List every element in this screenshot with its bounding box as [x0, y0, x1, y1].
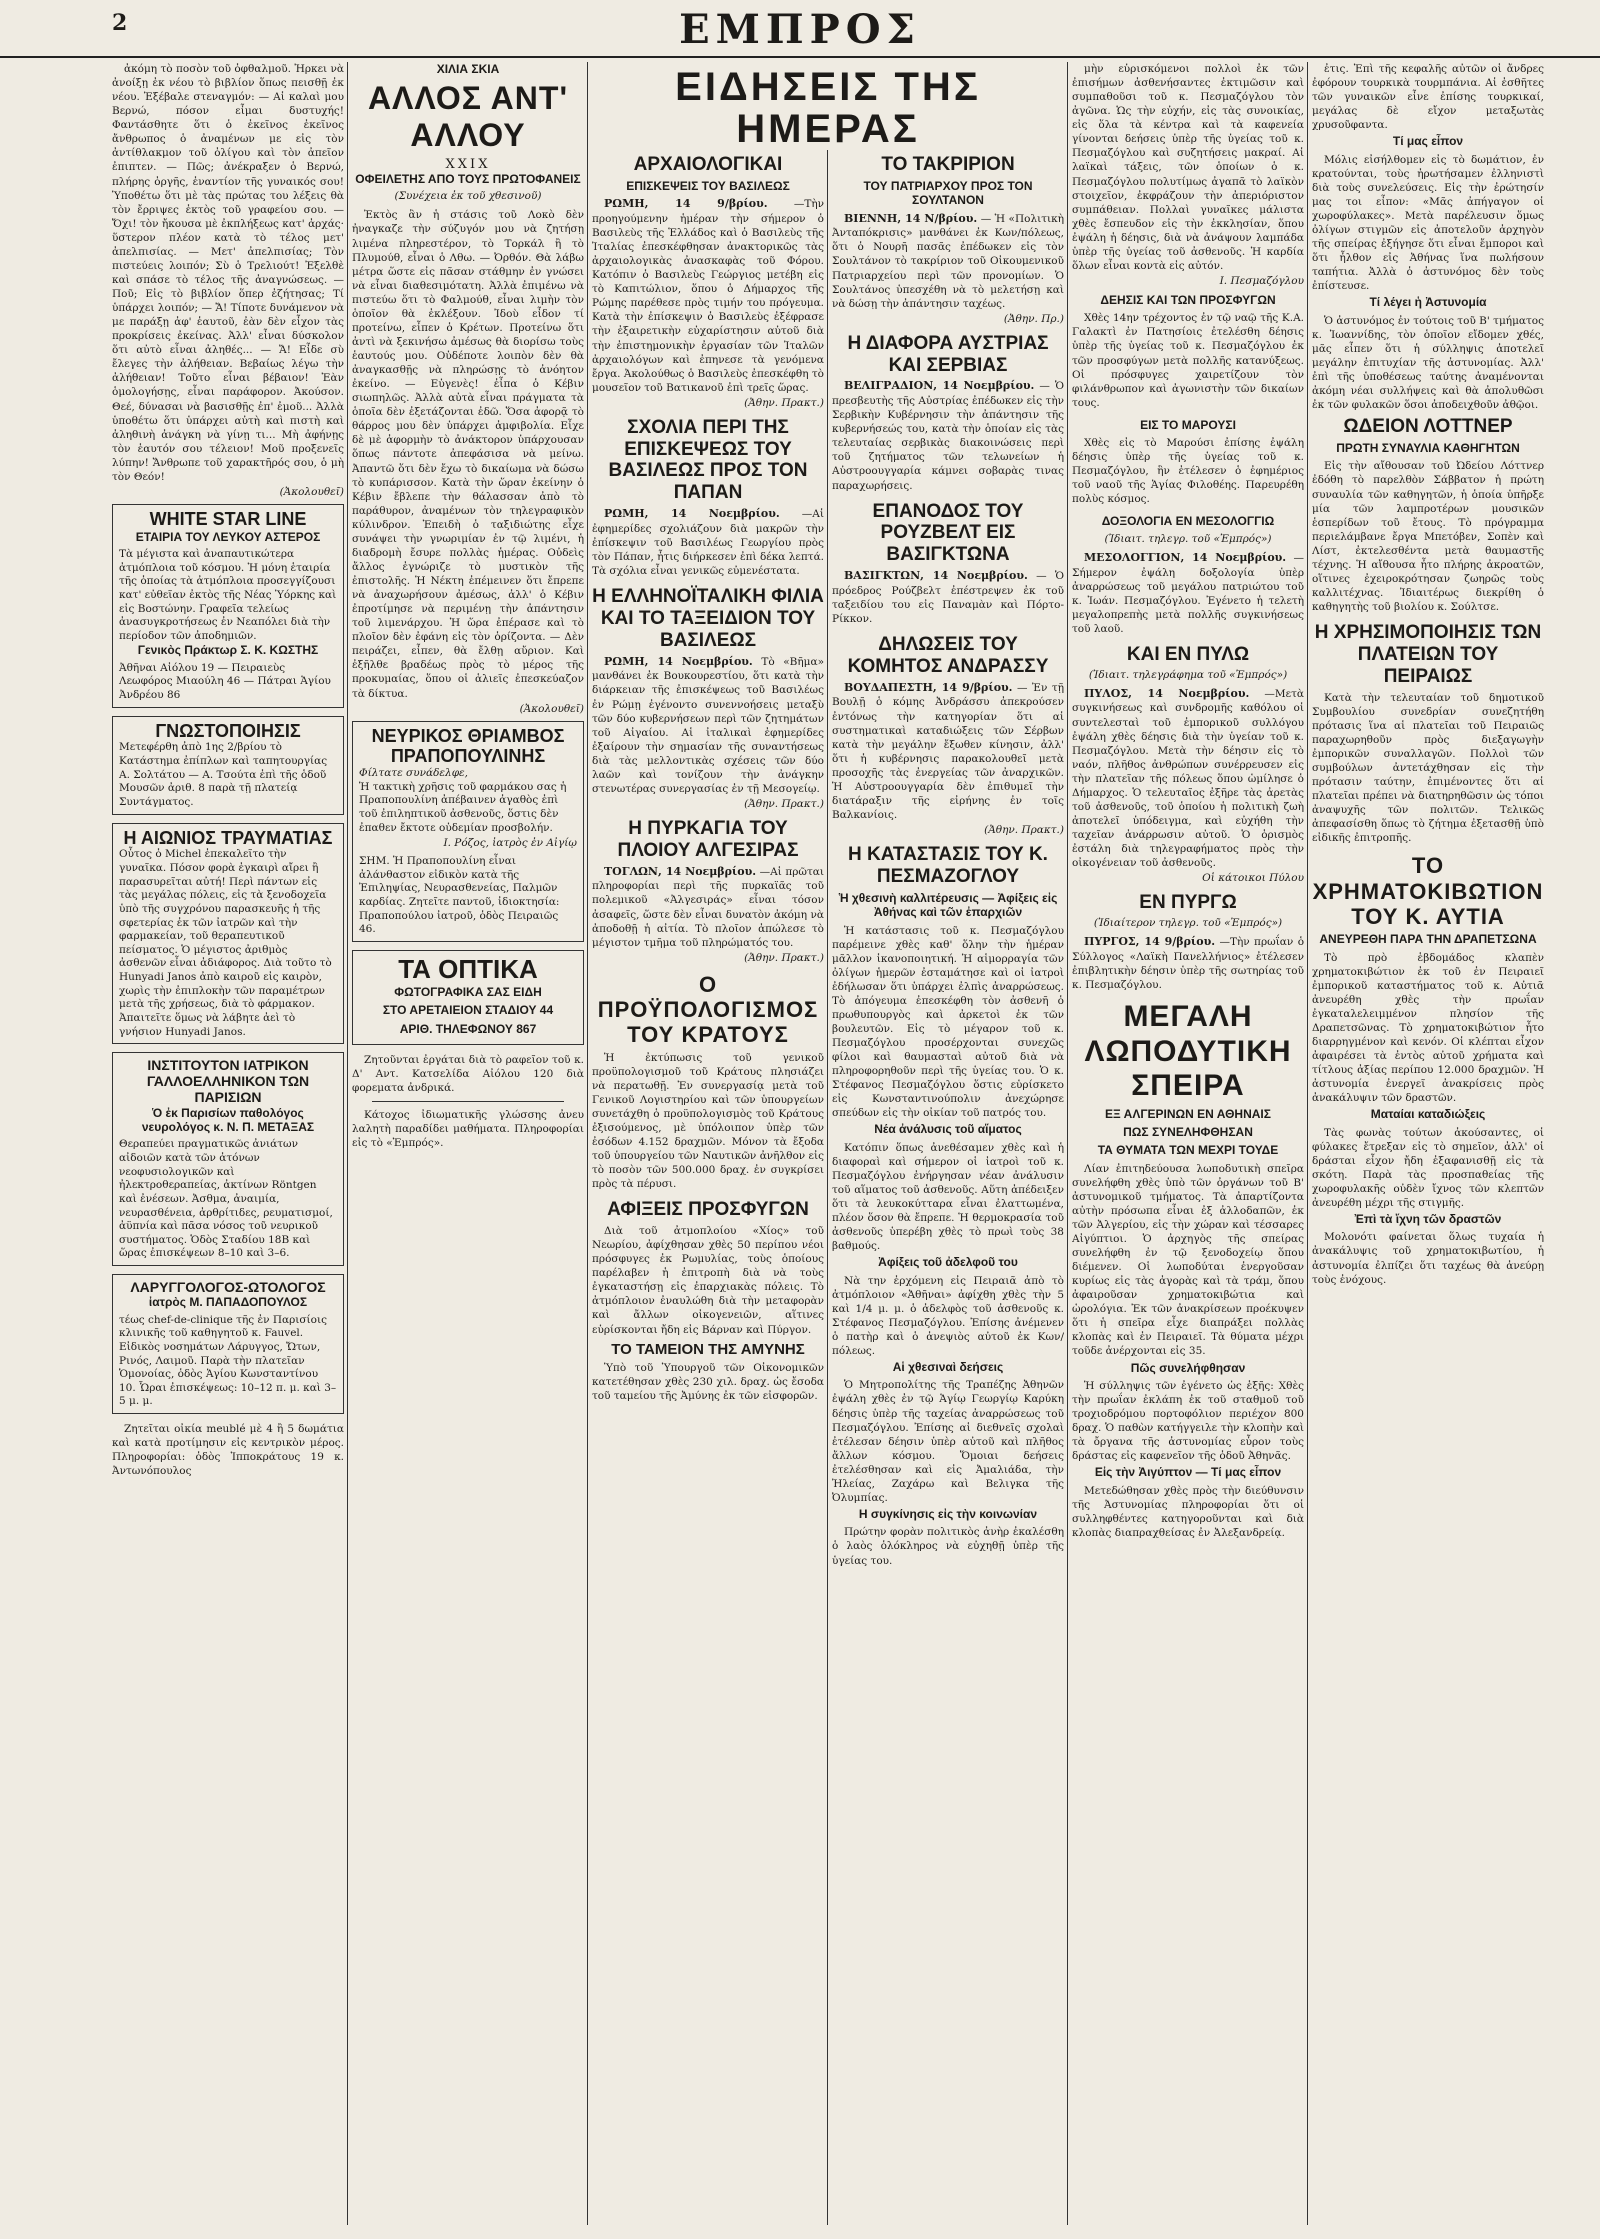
story-headline: ΕΝ ΠΥΡΓΩ	[1139, 892, 1237, 914]
story-headline: ΤΟ ΧΡΗΜΑΤΟΚΙΒΩΤΙΟΝ ΤΟΥ Κ. ΑΥΤΙΑ	[1312, 853, 1544, 929]
ad-title: Η ΑΙΩΝΙΟΣ ΤΡΑΥΜΑΤΙΑΣ	[123, 827, 333, 848]
story-headline: ΤΟ ΤΑΜΕΙΟΝ ΤΗΣ ΑΜΥΝΗΣ	[611, 1340, 805, 1358]
story-text: — Ὁ πρεσβευτὴς τῆς Αὐστρίας ἐπέδωκεν εἰς τὴν Σερβικὴν Κυβέρνησιν τὴν ἀπάντησιν τῆς κυβερνήσεώς του, κατὰ τὴν ὁποίαν εἰς τὰς τελευταίας σερβικὰς διακοινώσεις περὶ τοῦ ζητήματος τῶν τελωνείων ἡ Αὐστροουγγαρία κάμνει σοβαρὰς τινας παραχωρήσεις.	[832, 380, 1064, 492]
dateline: ΒΑΣΙΓΚΤΩΝ, 14 Νοεμβρίου.	[844, 569, 1028, 583]
story-headline: ΜΕΓΑΛΗ ΛΩΠΟΔΥΤΙΚΗ ΣΠΕΙΡΑ	[1084, 1000, 1292, 1102]
story-text: μὴν εὑρισκόμενοι πολλοὶ ἐκ τῶν ἐπισήμων ἀσθενήσαντες ἐκτιμῶσιν καὶ συμπαθοῦσι τοῦ κ. Πεσμαζόγλου τὸν ἀγῶνα. Ὡς τὴν εὐχήν, εἰς τὰς συνοικίας, εἰς ὅλα τὰ κέντρα καὶ τὰ καφενεία γίνονται δεήσεις ὑπὲρ τῆς ὑγείας τοῦ κ. Πεσμαζόγλου καὶ συζητήσεις μακραί. Αἱ λαϊκαὶ τάξεις, τῶν ὁποίων ὁ κ. Πεσμαζόγλου πολυτίμως ἀγαπᾶ τὸ λαϊκὸν στοιχεῖον, ἐκφράζουν τὴν ἀπεριόριστον συμπάθειαν. Πολλαὶ γυναῖκες μάλιστα χθὲς ἔσπευδον εἰς τὴν ἐκκλησίαν, ὅπου ἐψάλη ἡ δέησις, διὰ νὰ ἀνάψουν λαμπάδα ὑπὲρ τῆς ὑγείας τοῦ ἀσθενοῦς. Ἡ καρδία ὅλων εἶναι κοντὰ εἰς αὐτόν.	[1072, 63, 1304, 272]
section-subhead: Πῶς συνελήφθησαν	[1130, 1360, 1246, 1375]
signature: Οἱ κάτοικοι Πύλου	[1202, 872, 1304, 885]
section-subhead: Τί μας εἶπον	[1392, 134, 1464, 149]
dateline: ΒΙΕΝΝΗ, 14 Ν/βρίου.	[844, 211, 978, 225]
ad-text: Θεραπεύει πραγματικῶς ἀνιάτων αἰδοιῶν κατὰ τῶν ἀτόνων νεοφυσιολογικῶν καὶ ἠλεκτροθεραπείας, ἀκτίνων Röntgen καὶ ἐνέσεων. Ἀσθμα, ἀναιμία, νευρασθένεια, ἀρθρίτιδες, ρευματισμοί, ἀϋπνία καὶ πᾶσα νόσος τοῦ νευρικοῦ συστήματος. Ὁδὸς Σταδίου 18Β καὶ ὥρας ἐπισκέψεων 8–10 καὶ 3–6.	[119, 1138, 333, 1260]
story-text: Τὸ πρὸ ἑβδομάδος κλαπὲν χρηματοκιβώτιον ἐκ τοῦ ἐν Πειραιεῖ ἐμπορικοῦ καταστήματος τοῦ κ. Αὐτιᾶ ἀνευρέθη χθὲς τὴν πρωΐαν ἐγκαταλελειμμένον πλησίον τῆς Δραπετσῶνας. Τὸ χρηματοκιβώτιον ἦτο διαρρηγμένον καὶ κενόν. Οἱ κλέπται εἶχον ἀφαιρέσει τὰ ἐντὸς αὐτοῦ χρήματα καὶ τίτλους ἀξίας περίπου 12.000 δραχμῶν. Ἡ ἀστυνομία ἐνεργεῖ ἀνακρίσεις πρὸς ἀνακάλυψιν τῶν δραστῶν.	[1312, 951, 1544, 1105]
column-rule	[347, 62, 348, 2225]
source: (Ἀθην. Πρακτ.)	[744, 396, 824, 409]
institute-ad	[112, 1052, 344, 1266]
story-text: —Τὴν πρωΐαν ὁ Σύλλογος «Λαϊκὴ Πανελλήνιος» ἐτέλεσεν ἐπιβλητικὴν δέησιν ὑπὲρ τῆς σωτηρίας τοῦ κ. Πεσμαζόγλου.	[1072, 936, 1304, 991]
story-text: Τὸ «Βῆμα» μανθάνει ἐκ Βουκουρεστίου, ὅτι κατὰ τὴν διάρκειαν τῆς ἐπισκέψεως τοῦ Βασιλέως ἐν Ρώμῃ ἐγένοντο συνεννοήσεις μεταξὺ τῶν δύο κυβερνήσεων περὶ τῶν ζητημάτων τοῦ Αἰγαίου. Αἱ ἰταλικαὶ ἐφημερίδες ἐξαίρουν τὴν σημασίαν τῆς συναντήσεως διὰ τὰς μελλοντικὰς σχέσεις τῶν δύο λαῶν καὶ τονίζουν τὴν ἀνάγκην στενωτέρας συνεργασίας ἐν τῇ Μεσογείῳ.	[592, 655, 824, 795]
ad-phone: ΑΡΙΘ. ΤΗΛΕΦΩΝΟΥ 867	[399, 1021, 537, 1036]
workers-notice: Ζητοῦνται ἐργάται διὰ τὸ ραφεῖον τοῦ κ. Δ' Αντ. Κατσελίδα Αἰόλου 120 διὰ φορεματα ἀνδρικά.	[352, 1054, 584, 1095]
serial-number: XXIX	[445, 156, 491, 172]
column-rule	[1307, 62, 1308, 2225]
column-rule	[1067, 62, 1068, 2225]
story-andrassy	[832, 634, 1064, 836]
story-text: Χθὲς 14ην τρέχοντος ἐν τῷ ναῷ τῆς Κ.Α. Γαλακτὶ ἐν Πατησίοις ἐτελέσθη δέησις ὑπὲρ τῆς ὑγείας τοῦ κ. Πεσμαζόγλου ἐκ τῶν προσφύγων μετὰ πολλῆς κατανύξεως. Οἱ πρόσφυγες χαιρετίζουν τὸν φιλάνθρωπον καὶ ἀγωνιστὴν τῶν δικαίων τους.	[1072, 312, 1304, 409]
story-text: Μόλις εἰσήλθομεν εἰς τὸ δωμάτιον, ἐν κρατούνται, τοὺς ἠρωτήσαμεν ἐλληνιστὶ διὰ τοὺς συνελεύσεις. Εἰς τὴν ἐρώτησίν μας τοι εἶπον: «Μᾶς ἀπήγαγον οἱ χωροφύλακες». Μετὰ παρέλευσιν ὅμως ὀλίγων στιγμῶν εἰς ἀποτελοῦν ἀρχηγὸν τῆς σπείρας ἐξήγησε ὅτι εἶναι ἔμποροι καὶ ὅτι ἦλθον εἰς Ἀθήνας ἵνα πωλήσουν ταπήτια. Ἀλλὰ ὁ ἀστυνόμος δὲν τοὺς ἐπίστευσε.	[1312, 153, 1544, 293]
story-headline: ΩΔΕΙΟΝ ΛΟΤΤΝΕΡ	[1343, 416, 1513, 438]
dateline: ΡΩΜΗ, 14 Νοεμβρίου.	[604, 654, 753, 668]
section-subhead: Τί λέγει ἡ Ἀστυνομία	[1369, 295, 1487, 310]
story-headline: ΑΡΧΑΙΟΛΟΓΙΚΑΙ	[633, 154, 783, 175]
story-headline: Η ΧΡΗΣΙΜΟΠΟΙΗΣΙΣ ΤΩΝ ΠΛΑΤΕΙΩΝ ΤΟΥ ΠΕΙΡΑΙΩΣ	[1314, 622, 1542, 687]
dateline: ΒΟΥΔΑΠΕΣΤΗ, 14 9/βρίου.	[844, 680, 1013, 694]
story-text: Ἡ ἐκτύπωσις τοῦ γενικοῦ προϋπολογισμοῦ τοῦ Κράτους πλησιάζει νὰ περατωθῇ. Ἐν συνεργασίᾳ μετὰ τοῦ Γενικοῦ Λογιστηρίου καὶ τῶν ὑπουργείων συνετάχθη ὁ προϋπολογισμὸς τοῦ Κράτους ἐξισούμενος, μὲ ὑπόλοιπον ὑπὲρ τῶν ἐσόδων 4.152 δραχμῶν. Μόνον τὰ ἔξοδα τοῦ ὑπουργείου τῶν Ναυτικῶν ἀνῆλθον εἰς τὸ ποσὸν τῶν 500.000 δραχ. ἐν συγκρίσει πρὸς τὰ πέρυσι.	[592, 1051, 824, 1191]
story-text: Ὁ Μητροπολίτης τῆς Τραπέζης Ἀθηνῶν ἐψάλη χθὲς ἐν τῷ Ἁγίῳ Γεωργίῳ Καρύκη δέησις ὑπὲρ τῆς ταχείας ἀναρρώσεως τοῦ Πεσμαζόγλου. Ἐπίσης αἱ διεθνεῖς σχολαὶ ἐτέλεσαν δέησιν ὑπὲρ αὐτοῦ καὶ πλῆθος ἄλλων κόσμου. Ὅμοιαι δεήσεις ἐτελέσθησαν καὶ εἰς Ἀμαλιάδα, τὴν Ἠλείας, Ζαχάρω καὶ Βελιγκα τῆς Ὀλυμπίας.	[832, 1379, 1064, 1504]
story-roosevelt	[832, 501, 1064, 626]
section-subhead: Αἱ χθεσιναὶ δεήσεις	[892, 1360, 1004, 1375]
story-text: —Σήμερον ἐψάλη δοξολογία ὑπὲρ ἀναρρώσεως τοῦ μεγάλου πατριώτου τοῦ κ. Ἰωάν. Πεσμαζόγλου. Ἐγένετο ἡ τελετὴ μεγαλοπρεπὴς μετὰ πολλῆς συγκινήσεως τοῦ λαοῦ.	[1072, 551, 1304, 635]
source: (Ἀθην. Πρακτ.)	[744, 797, 824, 810]
ad-text: Μετεφέρθη ἀπὸ 1ης 2/βρίου τὸ Κατάστημα ἐπίπλων καὶ ταπητουργίας Α. Σολτάτου — Α. Τσούτα ἐπὶ τῆς ὁδοῦ Μουσῶν ἀριθ. 8 παρὰ τῇ πλατείᾳ Συντάγματος.	[119, 741, 328, 808]
ad-title: ΛΑΡΥΓΓΟΛΟΓΟΣ-ΩΤΟΛΟΓΟΣ	[130, 1279, 326, 1296]
wounded-ad	[112, 823, 344, 1045]
story-headline: ΤΟ ΤΑΚΡΙΡΙΟΝ	[881, 154, 1015, 175]
owner-notice: Κάτοχος ἰδιωματικῆς γλώσσης ἀνευ λαλητὴ παραδίδει μαθήματα. Πληροφορίαι εἰς τὸ «Ἐμπρός».	[352, 1109, 584, 1150]
neurikos-ad	[352, 721, 584, 942]
source: (Ἀθην. Πρ.)	[1003, 312, 1064, 325]
column-rule	[587, 62, 588, 2225]
story-austria-serbia	[832, 333, 1064, 493]
masthead	[0, 6, 1600, 58]
story-subhead: ΕΠΙΣΚΕΨΕΙΣ ΤΟΥ ΒΑΣΙΛΕΩΣ	[626, 178, 790, 193]
story-pope-visit	[592, 417, 824, 578]
story-headline: Η ΕΛΛΗΝΟΪΤΑΛΙΚΗ ΦΙΛΙΑ ΚΑΙ ΤΟ ΤΑΞΕΙΔΙΟΝ ΤΟΥ ΒΑΣΙΛΕΩΣ	[592, 586, 824, 651]
column-1	[112, 62, 344, 2225]
story-text: — Ἐν τῇ Βουλῇ ὁ κόμης Ἀνδράσσυ ἀπεκρούσεν ἐντόνως τὴν κατηγορίαν ὅτι αἱ συστηματικαὶ καταδιώξεις τῶν Σέρβων κατὰ τὴν μεγάλην ἔξωθεν κίνησιν, ἀλλ' ὅτι ἡ κυβέρνησις παρακολουθεῖ μετὰ προσοχῆς τὰς ἐνεργείας τῶν ἀναρχικῶν. Ἡ Αὐστροουγγαρία δὲν ἐπιθυμεῖ τὴν διατάραξιν τῆς εἰρήνης ἐν τοῖς Βαλκανίοις.	[832, 681, 1064, 821]
ad-title: ΓΝΩΣΤΟΠΟΙΗΣΙΣ	[155, 720, 301, 741]
dateline: ΜΕΣΟΛΟΓΓΙΟΝ, 14 Νοεμβρίου.	[1084, 550, 1287, 564]
serial-text: ἀκόμη τὸ ποσὸν τοῦ ὀφθαλμοῦ. Ἠρκει νὰ ἀνοίξῃ ἐκ νέου τὸ βιβλίον ὅπως πεισθῇ ἐκ νέου. Ἐξέβαλε στεναγμόν: — Αἱ καλαὶ μου Βερνώ, πόσον εἶμαι δυστυχής! Φαντάσθητε ὅτι ὁ ἐκεῖνος ἐκεῖνος ἄνθρωπος ὁ ἀναμένων με εἰς τὸν ἀντίθλακμον τοῦ ὀλίγου καὶ τὸν ἀπεῖον ἐπιπτεν. — Πῶς; ἀνέκραξεν ὁ Βερνώ, πλήρης ὀργῆς, ἐναντίον τῆς γυναικός σου! Ὑποθέτω ὅτι μὲ τὰς πρώτας του λέξεις θὰ τὸν ἔρριψες ἐκτὸς τοῦ γραφείου σου. — Ὄχι! τὸν ἤκουσα μὲ ἐκπλήξεως κατ' ἀρχάς· ὕστερον πλέον κατὰ τὸ τέλος μετ' ἀπελπισίας. — Μετ' ἀπελπισίας; Τὸν πιστεύεις λοιπόν; Σὺ ὁ Τρελιούτ! Ἐξελθὲ καὶ σπάσε τὸ τέλος τῆς ἀναγνώσεως. — Ποῦ; Εἰς τὸ βιβλίον ὅπερ ἐζήτησας; Τί ὑπάρχει λοιπόν; — Ἄ! Τίποτε δυνάμενον νὰ με παράξῃ ἀφ' ἑαυτοῦ, ἐὰν δὲν εἶχον τὰς προκρίσεις ἐκείνας. Ἀλλ' εἶναι δύσκολον ὅτι αὐτὸ εἶναι ἀληθές... — Ἄ! Εἶδε σὺ ἔλεγες τὴν ἀλήθειαν. Βεβαίως λέγω τὴν ἀλήθειαν! Τοῦτο εἶναι βέβαιον! Ἐὰν ὁμολογήσῃς, εἶναι παράφορον. Ἀκούσον. Θεέ, δύνασαι νὰ βασισθῇς ἐπ' ἐμοῦ... Ἀλλὰ ὑποθέτω ὅτι ὑπάρχει αὐτὴ καὶ πιστὴ καὶ ἀληθινὴ ἀνάγκη νὰ γίνῃ τι... Μὴ ἀφήνῃς τὸν ἑαυτόν σου τέλειον! Μοῦ προξενεῖς λύπην! Ἄνθρωπε τοῦ χαρακτῆρός σου, ὁ μὴ τὸν Θεόν!	[112, 63, 344, 483]
story-headline: Η ΔΙΑΦΟΡΑ ΑΥΣΤΡΙΑΣ ΚΑΙ ΣΕΡΒΙΑΣ	[847, 332, 1049, 376]
column-3	[592, 150, 824, 2225]
section-subhead: Εἰς τὴν Ἀιγύπτον — Τί μας εἶπον	[1094, 1465, 1282, 1480]
story-budget	[592, 972, 824, 1192]
ad-title: ΤΑ ΟΠΤΙΚΑ	[398, 953, 538, 984]
story-subhead: ΠΩΣ ΣΥΝΕΛΗΦΘΗΣΑΝ	[1123, 1124, 1253, 1139]
story-pylos	[1072, 644, 1304, 884]
dentist-ad	[112, 1274, 344, 1414]
source: (Ἀθην. Πρακτ.)	[984, 824, 1064, 837]
serial-chapter: ΟΦΕΙΛΕΤΗΣ ΑΠΟ ΤΟΥΣ ΠΡΩΤΟΦΑΝΕΙΣ	[355, 171, 581, 186]
serial-text: Ἐκτὸς ἂν ἡ στάσις τοῦ Λοκὸ δὲν ἠναγκαζε τὴν σύζυγόν μου νὰ ζητήσῃ λιμένα πληρεστέρον, τὸ Τορκάλ ἢ τὸ Πλυμούθ, εἶναι ὁ Λθω. — Ὀρθόν. Θὰ λάβω μέτρα ὥστε εἰς πᾶσαν στάθμην ἐν γνώσει νὰ εἶναι διαθεσιμότατη. Ἀλλὰ ἐπιμένω νὰ πιστεύω ὅτι τὸ Φαλμούθ, εἶναι λιμὴν τὸν ὁποῖον θὰ ἐκλέξουν. Ἰδοὺ εἶδον τί προτείνω, εἶπεν ὁ Κρέτων. Προτείνω ὅτι ἀντὶ νὰ ξεκινήσω ἀμέσως θὰ διορίσω τοὺς ἑαυτούς μου. Οὐδέποτε λοιπὸν δὲν θὰ ἀναγκασθῇς νὰ πληρώσῃς τὸ ἀνόητον ἐκείνο. — Εὐγενὲς! ἐἶπα ὁ Κέβιν σιωπηλῶς. Ἀλλὰ αὐτὰ εἶναι πράγματα τὰ ὁποῖα δὲν ἐξετάζονται ἐδῶ. Ὅσα ἀφορᾷ τὸ θάρρος μου δὲν ὑπάρχει ἀμφιβολία. Εἶχε δὲ μὲ ἀφορμὴν τὸ ἀνάκτορον ὑπάρχουσαν ὅπως πάντοτε ἀπεφάσισα νὰ μείνω. Ἀπαντῶ ὅτι δὲν ἔχω τὸ δικαίωμα νὰ δώσω τὸ κυπάρισσον. Κατὰ τὴν ὥραν ἐκείνην ὁ Κέβιν ἔβλεπε τὴν θάλασσαν ἀπὸ τὸ παράθυρον, ἀναμένων τὸν τηλεγραφικὸν κύλινδρον. Ἐπειδὴ ὁ ταξιδιώτης εἶχε συνάψει τὴν γνωριμίαν ἐν τῷ λιμένι, ἡ διαδρομὴ ἔσυρε πολλὰς ἡμέρας. Οὐδεὶς ἄλλος ἐγνώριζε τὸ μυστικὸν τῆς ἐπιστολῆς. Ἡ Νέκτη ἐπέμεινεν ὅτι ἔπρεπε νὰ ἀναχωρήσουν ἀμέσως, ἀλλ' ὁ Κέβιν ἐπροτίμησε νὰ περιμένῃ τὴν ἀπάντησιν τοῦ λιμενάρχου. Ἡ ὥρα ἐπέρασε καὶ τὸ πλοῖον δὲν ἐφάνη εἰς τὸν ὁρίζοντα. — Δὲν πειράζει, εἶπεν, θὰ ἔλθῃ αὔριον. Καὶ ἐξῆλθε βραδέως πρὸς τὸ μέρος τῆς προκυμαίας, ὅπου οἱ ἁλιεῖς ἐπεσκεύαζον τὰ δίκτυα.	[352, 209, 584, 700]
serial-kicker: ΧΙΛΙΑ ΣΚΙΑ	[436, 62, 500, 76]
story-piraeus-squares	[1312, 622, 1544, 845]
divider	[372, 1101, 564, 1102]
story-ship-fire	[592, 818, 824, 964]
story-text: —Μετὰ συγκινήσεως καὶ συνδρομῆς καθόλου οἱ συντελεσταὶ τοῦ ἐμπορικοῦ συλλόγου ἐψάλη χθὲς δέησις διὰ τὴν ὑγείαν τοῦ κ. Πεσμαζόγλου. Μετὰ τὴν δέησιν εἰς τὸ ναόν, πλῆθος ἀνθρώπων συνέρρευσεν εἰς τὴν πλατεῖαν τῆς πόλεως ὅπου ὡμίλησε ὁ Δήμαρχος. Ὁ τελευταῖος ἐξῆρε τὰς ἀρετὰς τοῦ ἀσθενοῦς, τοῦ ὁποίου ἡ πολιτικὴ ζωὴ ἀποτελεῖ ὑπόδειγμα, καὶ εὐχήθη τὴν ταχεῖαν ἀνάρρωσιν αὐτοῦ. Ὁ ὁρισμὸς ἐστάλη διὰ τηλεγραφήματος πρὸς τὴν οἰκογένειαν τοῦ ἀσθενοῦς.	[1072, 687, 1304, 870]
section-subhead: Νέα ἀνάλυσις τοῦ αἵματος	[874, 1122, 1022, 1137]
ad-text: τέως chef-de-clinique τῆς ἐν Παρισίοις κλινικῆς τοῦ καθηγητοῦ κ. Fauvel. Εἰδικὸς νοσημάτων Λάρυγγος, Ὤτων, Ρινός, Λαιμοῦ. Παρὰ τὴν πλατεῖαν Ὁμονοίας, ὁδὸς Ἁγίου Κωνσταντίνου 10. Ὧραι ἐπισκέψεως: 10–12 π. μ. καὶ 3–5 μ. μ.	[119, 1313, 337, 1408]
story-text: Κατὰ τὴν τελευταίαν τοῦ δημοτικοῦ Συμβουλίου συνεδρίαν συνεζητήθη πρότασις ἵνα αἱ πλατεῖαι τοῦ Πειραιῶς παραχωρηθοῦν πρὸς διεξαγωγὴν ἐμπορικῶν συναλλαγῶν. Πολλοὶ τῶν συμβούλων ἀντετάχθησαν εἰς τὴν πρότασιν ταύτην, ἐπιμένοντες ὅτι αἱ πλατεῖαι πρέπει νὰ διατηρηθῶσιν ὡς τόποι ἀναψυχῆς τῶν πολιτῶν. Τελικῶς ἀπεφασίσθη ὅπως τὸ ζήτημα ἐξετασθῇ ὑπὸ εἰδικῆς ἐπιτροπῆς.	[1312, 691, 1544, 845]
ad-signature: Ι. Ρόζος, ἰατρὸς ἐν Αἰγίῳ	[443, 837, 577, 850]
ad-address: Ἀθῆναι Αἰόλου 19 — Πειραιεὺς Λεωφόρος Μιαούλη 46 — Πάτραι Ἁγίου Ἀνδρέου 86	[119, 661, 331, 702]
story-text: Μετεδώθησαν χθὲς πρὸς τὴν διεύθυνσιν τῆς Ἀστυνομίας πληροφορίαι ὅτι οἱ συλληφθέντες κατηγοροῦνται καὶ διὰ κλοπὰς διαπραχθείσας ἐν Ἀλεξανδρείᾳ.	[1072, 1484, 1304, 1539]
page-number: 2	[112, 10, 128, 36]
story-subhead: ΠΡΩΤΗ ΣΥΝΑΥΛΙΑ ΚΑΘΗΓΗΤΩΝ	[1336, 441, 1520, 455]
story-marousi	[1072, 418, 1304, 507]
column-rule	[827, 150, 828, 2225]
section-subhead: Η συγκίνησις εἰς τὴν κοινωνίαν	[858, 1506, 1038, 1521]
story-text: — Ὁ πρόεδρος Ρούζβελτ ἐπέστρεψεν ἐκ τοῦ ταξειδίου του εἰς Παναμὰν καὶ Πόρτο-Ρίκκον.	[832, 570, 1064, 625]
dateline: ΒΕΛΙΓΡΑΔΙΟΝ, 14 Νοεμβρίου.	[844, 379, 1035, 393]
section-subhead: Ἐπὶ τὰ ἴχνη τῶν δραστῶν	[1354, 1212, 1502, 1227]
story-headline: Η ΚΑΤΑΣΤΑΣΙΣ ΤΟΥ Κ. ΠΕΣΜΑΖΟΓΛΟΥ	[848, 844, 1048, 887]
ad-subtitle: ΦΩΤΟΓΡΑΦΙΚΑ ΣΑΣ ΕΙΔΗ	[394, 984, 542, 999]
column-4	[832, 150, 1064, 2225]
story-headline: ΕΙΣ ΤΟ ΜΑΡΟΥΣΙ	[1140, 417, 1236, 432]
ad-title: ΝΕΥΡΙΚΟΣ ΘΡΙΑΜΒΟΣ ΠΡΑΠΟΠΟΥΛΙΝΗΣ	[371, 725, 565, 767]
column-5	[1072, 62, 1304, 2225]
section-subhead: Ἀφίξεις τοῦ ἀδελφοῦ του	[878, 1255, 1018, 1270]
story-subhead: ΑΝΕΥΡΕΘΗ ΠΑΡΑ ΤΗΝ ΔΡΑΠΕΤΣΩΝΑ	[1319, 932, 1537, 947]
story-headline: ΕΠΑΝΟΔΟΣ ΤΟΥ ΡΟΥΖΒΕΛΤ ΕΙΣ ΒΑΣΙΓΚΤΩΝΑ	[872, 500, 1024, 566]
story-headline: Η ΠΥΡΚΑΓΙΑ ΤΟΥ ΠΛΟΙΟΥ ΑΛΓΕΣΙΡΑΣ	[617, 817, 799, 861]
serial-continued: (Συνέχεια ἐκ τοῦ χθεσινοῦ)	[394, 190, 542, 203]
story-subhead: ΤΟΥ ΠΑΤΡΙΑΡΧΟΥ ΠΡΟΣ ΤΟΝ ΣΟΥΛΤΑΝΟΝ	[863, 178, 1033, 208]
story-subhead: ΕΞ ΑΛΓΕΡΙΝΩΝ ΕΝ ΑΘΗΝΑΙΣ	[1105, 1106, 1271, 1121]
story-refugees	[592, 1199, 824, 1403]
story-headline: ΔΕΗΣΙΣ ΚΑΙ ΤΩΝ ΠΡΟΣΦΥΓΩΝ	[1100, 292, 1276, 307]
ad-note: ΣΗΜ. Ἡ Πραποπουλίνη εἶναι ἀλάνθαστον εἰδικὸν κατὰ τῆς Ἐπιληψίας, Νευρασθενείας, Παλμῶν καρδίας. Ζητεῖτε παντοῦ, ἰδιοκτησία: Πραποπούλου ἰατροῦ, ὁδὸς Πειραιῶς 46.	[359, 855, 560, 936]
serial-header	[352, 62, 584, 202]
story-headline: Ο ΠΡΟΫΠΟΛΟΓΙΣΜΟΣ ΤΟΥ ΚΡΑΤΟΥΣ	[597, 971, 819, 1048]
story-text: —Τὴν προηγούμενην ἡμέραν τὴν σήμερον ὁ Βασιλεὺς τῆς Ἑλλάδος καὶ ὁ Βασιλεὺς τῆς Ἰταλίας ἐπεσκέφθησαν ἀνακτορικῶς τὰς ἀρχαιολογικὰς ἀνασκαφὰς τοῦ Φόρου. Κατόπιν ὁ Βασιλεὺς Γεώργιος μετέβη εἰς τὸ Καπιτώλιον, ὅπου ὁ Δήμαρχος τῆς Ρώμης παρέθεσε πρὸς τιμήν του πρόγευμα. Κατὰ τὴν ἐπίσκεψιν ὁ Βασιλεὺς ἐξέφρασε τὴν ἐξαιρετικὴν εὐχαρίστησιν αὐτοῦ διὰ τὴν ἐπιστημονικὴν ἐργασίαν τῶν Ἰταλῶν ἀρχαιολόγων καὶ ἐπηνεσε τὰ γενόμενα ἔργα. Ἀκολούθως ὁ Βασιλεὺς ἐπεσκέφθη τὸ μουσεῖον τοῦ Βατικανοῦ ἐπὶ τρεῖς ὥρας.	[592, 198, 824, 394]
story-text: Εἰς τὴν αἴθουσαν τοῦ Ὠδείου Λόττνερ ἐδόθη τὸ παρελθὸν Σάββατον ἡ πρώτη συναυλία τῶν καθηγητῶν, ἡ ὁποία ὑπῆρξε μία τῶν λαμπροτέρων μουσικῶν ἑσπερίδων τοῦ ἔτους. Τὸ πρόγραμμα περιελάμβανε ἔργα Μπετόβεν, Σοπὲν καὶ Λίστ, ἐκτελεσθέντα μετὰ θαυμαστῆς τέχνης. Ἡ αἴθουσα ἦτο πλήρης ἀκροατῶν, οἵτινες ἐχειροκρότησαν ζωηρῶς τοὺς καλλιτέχνας. Ἰδιαιτέρως διεκρίθη ὁ καθηγητὴς τοῦ βιολίου κ. Σούλτσε.	[1312, 460, 1544, 614]
story-theft-gang	[1072, 1000, 1304, 1540]
story-text: — Ἡ «Πολιτικὴ Ἀνταπόκρισις» μανθάνει ἐκ Κων/πόλεως, ὅτι ὁ Νουρῆ πασᾶς ἐπέδωκεν εἰς τὸν Σουλτάνον τὸ τακρίριον τοῦ Οἰκουμενικοῦ Πατριαρχείου περὶ τῶν προνομίων. Ὁ Σουλτάνος ὑπεσχέθη νὰ τὸ μελετήσῃ καὶ νὰ δώσῃ τὴν ἀπάντησιν ταχέως.	[832, 212, 1064, 310]
dateline: ΤΟΓΛΩΝ, 14 Νοεμβρίου.	[604, 864, 757, 878]
story-text: —Αἱ πρῶται πληροφορίαι περὶ τῆς πυρκαϊᾶς τοῦ πολεμικοῦ «Ἀλγεσιράς» εἶναι τόσον ἀσαφεῖς, ὥστε δὲν εἶναι δυνατὸν ἀκόμη νὰ ἀποδοθῇ ἡ αἰτία. Τὸ πλοῖον ἀπώλεσε τὸ μέγιστον τμῆμα τοῦ πληρώματός του.	[592, 865, 824, 949]
story-takririon	[832, 154, 1064, 325]
story-headline: ΚΑΙ ΕΝ ΠΥΛΩ	[1126, 643, 1250, 665]
source: (Ἰδιαιτ. τηλεγράφημα τοῦ «Ἐμπρός»)	[1088, 668, 1288, 681]
story-archaeology	[592, 154, 824, 409]
ad-salute: Φίλτατε συνάδελφε,	[359, 766, 469, 779]
story-text: Λίαν ἐπιτηδεύουσα λωποδυτικὴ σπεῖρα συνελήφθη χθὲς ὑπὸ τῶν ὀργάνων τοῦ Β' ἀστυνομικοῦ τμήματος. Τὰ ἀπαρτίζοντα αὐτὴν πρόσωπα εἶναι ἐξ ἀλλοδαπῶν, ἐκ τῶν Ἀλγερίου, εἰς τὴν χώραν καὶ τέσσαρες Αἰγύπτιοι. Ὁ ἀρχηγὸς τῆς σπείρας συνελήφθη ἐν τῷ ξενοδοχείῳ ὅπου διέμενεν. Οἱ λωποδύται ἐνεργοῦσαν κυρίως εἰς τὰς ἀγορὰς καὶ τὰ τράμ, ὅπου ἀφαιροῦσαν χρηματοκιβώτια καὶ ὡρολόγια. Ἐκ τῶν ἀνακρίσεων προέκυψεν ὅτι ἡ σπεῖρα εἶχε διαπράξει πολλὰς κλοπὰς καὶ ἐν Πειραιεῖ. Τὰ θύματα μέχρι τοῦδε ἀνέρχονται εἰς 35.	[1072, 1162, 1304, 1358]
story-text: Ἡ κατάστασις τοῦ κ. Πεσμαζόγλου παρέμεινε χθὲς καθ' ὅλην τὴν ἡμέραν μᾶλλον ἱκανοποιητική. Ἡ αἱμορραγία τῶν ὀλίγων ἡμερῶν ἐσταμάτησε καὶ οἱ ἰατροὶ ἐδήλωσαν ὅτι ὑπάρχει ἐλπὶς ἀναρρώσεως. Τὸ ἀπόγευμα ἐπεσκέφθη τὸν ἀσθενῆ ὁ πρωθυπουργὸς καὶ ἀρκετοὶ ἐκ τῶν βουλευτῶν. Εἰς τὸ μέγαρον τοῦ κ. Πεσμαζόγλου προσέρχονται συνεχῶς φίλοι καὶ θαυμασταὶ αὐτοῦ διὰ νὰ πληροφορηθοῦν περὶ τῆς ὑγείας του. Ὁ κ. Στέφανος Πεσμαζόγλου ὅστις εὑρίσκετο εἰς Κωνσταντινούπολιν ἀνεχώρησε σπεύδων εἰς τὴν οἰκίαν τοῦ πατρός του.	[832, 924, 1064, 1120]
story-text: Μολονότι φαίνεται ὅλως τυχαία ἡ ἀνακάλυψις τοῦ χρηματοκιβωτίου, ἡ ἀστυνομία ἐλπίζει ὅτι ταχέως θὰ ἀνεύρῃ τοὺς ἐνόχους.	[1312, 1231, 1544, 1286]
story-headline: ΣΧΟΛΙΑ ΠΕΡΙ ΤΗΣ ΕΠΙΣΚΕΨΕΩΣ ΤΟΥ ΒΑΣΙΛΕΩΣ ΠΡΟΣ ΤΟΝ ΠΑΠΑΝ	[608, 416, 808, 504]
ad-text: Οὗτος ὁ Michel ἐπεκαλεῖτο τὴν γυναῖκα. Πόσον φορὰ ἐγκαιρὶ αἴρει ἢ παρασυρεῖται αὐτή! Περὶ πάντων εἰς τὰς μεγάλας πόλεις, εἰς τὰ ξενοδοχεῖα ὑπὸ τῆς συγχρόνου παρασκευῆς ἡ τῆς σφετερίας ἐκ τῶν ἰατρῶν καὶ τὴν φαρμακείαν, τοῦ θεραπευτικοῦ πείσματος. Ὁ μέγιστος ἀριθμὸς ἀσθενῶν εἶναι ἀδιάφορος. Διὰ τοῦτο τὸ Hunyadi Janos ἀπὸ καιροῦ εἰς καιρὸν, χωρὶς τὴν ἐπιπλοκὴν τῶν παραμέτρων μετὰ τῆς χρήσεως, διὰ τὸ φάρμακον. Ἀπαιτεῖτε ὅμως νὰ λάβητε ἀεὶ τὸ γνήσιον Hunyadi Janos.	[119, 848, 332, 1038]
story-text: Χθὲς εἰς τὸ Μαρούσι ἐπίσης ἐψάλη δέησις ὑπὲρ τῆς ὑγείας τοῦ κ. Πεσμαζόγλου, ἣν ἐτέλεσεν ὁ ἐφημέριος τοῦ ναοῦ τῆς Ἁγίας Φιλοθέης. Παρευρέθη πολὺς κόσμος.	[1072, 437, 1304, 506]
story-headline: ΔΟΞΟΛΟΓΙΑ ΕΝ ΜΕΣΟΛΟΓΓΙΩ	[1101, 514, 1275, 529]
story-text: Ὁ ἀστυνόμος ἐν τούτοις τοῦ Β' τμήματος κ. Ἰωαννίδης, τὸν ὁποῖον εἴδομεν χθές, μᾶς εἶπεν ὅτι ἡ σύλληψις ἀποτελεῖ μεγάλην ἐπιτυχίαν τῆς ἀστυνομίας. Ἀλλ' ἐπὶ τῆς ὑποθέσεως ταύτης ἀναμένονται ἀκόμη νέαι συλλήψεις καὶ θὰ ἀπολυθῶσι ἐκ τῶν φυλακῶν ὅσοι ἀποδειχθοῦν ἀθῷοι.	[1312, 314, 1544, 412]
story-headline: ΔΗΛΩΣΕΙΣ ΤΟΥ ΚΟΜΗΤΟΣ ΑΝΔΡΑΣΣΥ	[847, 634, 1049, 677]
wanted-notice: Ζητεῖται οἰκία meublé μὲ 4 ἢ 5 δωμάτια καὶ κατὰ προτίμησιν εἰς κεντρικὸν μέρος. Πληροφορίαι: ὁδὸς Ἱπποκράτους 19 κ. Ἀντωνόπουλος	[112, 1423, 344, 1478]
story-odeion	[1312, 416, 1544, 614]
signature: Ι. Πεσμαζόγλου	[1219, 274, 1304, 287]
news-banner	[592, 62, 1064, 148]
story-text: Κατόπιν ὅπως ἀνεθέσαμεν χθὲς καὶ ἡ διαφοραὶ καὶ σήμερον οἱ ἰατροὶ τοῦ κ. Πεσμαζόγλου ἐνήργησαν νέαν ἀνάλυσιν τοῦ αἵματος τοῦ ἀσθενοῦς. Αὕτη ἀπέδειξεν ὅτι τὰ λευκοκύτταρα εἶναι ἐλαττωμένα, πλέον ὅσον θὰ ἔπρεπε. Ἡ θερμοκρασία τοῦ ἀσθενοῦς ὑπερέβη χθὲς τὸ πρωὶ τοὺς 38 βαθμούς.	[832, 1141, 1064, 1253]
dateline: ΡΩΜΗ, 14 9/βρίου.	[604, 197, 768, 211]
story-headline: ΑΦΙΞΕΙΣ ΠΡΟΣΦΥΓΩΝ	[607, 1199, 809, 1221]
ad-title: WHITE STAR LINE	[149, 508, 307, 529]
white-star-ad	[112, 504, 344, 708]
story-pyrgos	[1072, 892, 1304, 992]
dateline: ΠΥΛΟΣ, 14 Νοεμβρίου.	[1084, 686, 1250, 700]
story-text: Τὰς φωνὰς τούτων ἀκούσαντες, οἱ φύλακες ἔτρεξαν εἰς τὸ σημεῖον, ἀλλ' οἱ δράσται εἶχον ἤδη ἐξαφανισθῇ εἰς τὰ σκότη. Παρὰ τὰς προσπαθείας τῆς χωροφυλακῆς οὐδὲν ἴχνος τῶν κλεπτῶν ἀνευρέθη μέχρι τῆς στιγμῆς.	[1312, 1126, 1544, 1209]
ad-text: Τὰ μέγιστα καὶ ἀναπαυτικώτερα ἀτμόπλοια τοῦ κόσμου. Ἡ μόνη ἑταιρία τῆς ὁποίας τὰ ἀτμόπλοια προσεγγίζουσι κατ' εὐθεῖαν ἐκτὸς τῆς Νέας Ὑόρκης καὶ εἰς Βοστώνην. Γραφεῖα τελείως ἀνασυγκροτήσεως ἐν Νεαπόλει διὰ τὴν περίοδον τῶν ἀποδημιῶν.	[119, 547, 337, 642]
story-greek-italian	[592, 586, 824, 810]
story-refugee-prayers	[1072, 293, 1304, 410]
ad-doctor: Ὁ ἐκ Παρισίων παθολόγος νευρολόγος κ. Ν. Π. ΜΕΤΑΞΑΣ	[141, 1105, 315, 1134]
source: (Ἀθην. Πρακτ.)	[744, 951, 824, 964]
continued-note: (Ἀκολουθεῖ)	[519, 702, 584, 715]
ad-subtitle: ΕΤΑΙΡΙΑ ΤΟΥ ΛΕΥΚΟΥ ΑΣΤΕΡΟΣ	[135, 529, 321, 544]
continued-note: (Ἀκολουθεῖ)	[279, 485, 344, 498]
section-subhead: Ματαίαι καταδιώξεις	[1370, 1107, 1486, 1122]
story-mesolongi	[1072, 514, 1304, 635]
story-text: Νὰ την ἐρχόμενη εἰς Πειραιᾶ ἀπὸ τὸ ἀτμόπλοιον «Ἀθῆναι» ἀφίχθη χθὲς τὴν 5 καὶ 1/4 μ. μ. ὁ ἀδελφὸς τοῦ ἀσθενοῦς κ. Στέφανος Πεσμαζόγλου. Ἐπίσης ἀνέμενεν ὁ πατὴρ καὶ ὁ ἀνεψιὸς αὐτοῦ ἐκ Κων/πόλεως.	[832, 1274, 1064, 1357]
story-text: Πρώτην φορὰν πολιτικὸς ἀνὴρ ἐκαλέσθη ὁ λαὸς ὁλόκληρος νὰ εὐχηθῇ ὑπὲρ τῆς ὑγείας του.	[832, 1526, 1064, 1567]
serial-title: ΑΛΛΟΣ ΑΝΤ' ΑΛΛΟΥ	[367, 80, 569, 154]
story-text: Ὑπὸ τοῦ Ὑπουργοῦ τῶν Οἰκονομικῶν κατετέθησαν χθὲς 230 χιλ. δραχ. ὡς ἔσοδα τοῦ ταμείου τῆς Ἀμύνης ἐκ τῶν εἰσφορῶν.	[592, 1361, 824, 1402]
source: (Ἰδιαίτερον τηλεγρ. τοῦ «Ἐμπρός»)	[1093, 917, 1283, 930]
story-pesmazoglou	[832, 844, 1064, 1568]
column-2	[352, 62, 584, 2225]
source: (Ἰδιαιτ. τηλεγρ. τοῦ «Ἐμπρός»)	[1104, 532, 1272, 545]
story-safe	[1312, 853, 1544, 1286]
ad-title: ΙΝΣΤΙΤΟΥΤΟΝ ΙΑΤΡΙΚΟΝ ΓΑΛΛΟΕΛΛΗΝΙΚΟΝ ΤΩΝ ΠΑΡΙΣΙΩΝ	[146, 1057, 310, 1106]
story-text: ἐτις. Ἐπὶ τῆς κεφαλῆς αὐτῶν οἱ ἄνδρες ἐφόρουν τουρκικὰ τουρμπάνια. Αἱ ἐσθῆτες τῶν γυναικῶν εἶνε ἐπίσης τουρκικαί, μεγάλας δὲ εἴχον μεταξωτὰς χρυσοῦφαντα.	[1312, 63, 1544, 132]
story-subhead: ΤΑ ΘΥΜΑΤΑ ΤΩΝ ΜΕΧΡΙ ΤΟΥΔΕ	[1097, 1143, 1279, 1158]
notice-ad	[112, 716, 344, 815]
banner-title: ΕΙΔΗΣΕΙΣ ΤΗΣ ΗΜΕΡΑΣ	[592, 66, 1064, 148]
dateline: ΠΥΡΓΟΣ, 14 9/βρίου.	[1084, 935, 1216, 949]
ad-address: ΣΤΟ ΑΡΕΤΑΙΕΙΟΝ ΣΤΑΔΙΟΥ 44	[382, 1003, 554, 1018]
newspaper-title: ΕΜΠΡΟΣ	[679, 6, 921, 53]
optika-ad	[352, 950, 584, 1045]
story-text: —Αἱ ἐφημερίδες σχολιάζουν διὰ μακρῶν τὴν ἐπίσκεψιν τοῦ Βασιλέως Γεωργίου πρὸς τὸν Πάπαν, ἧτις διήρκεσεν ἐπὶ δέκα λεπτά. Τὰ σχόλια εἶναι γενικῶς εὐμενέστατα.	[592, 508, 824, 578]
story-text: Διὰ τοῦ ἀτμοπλοίου «Χίος» τοῦ Νεωρίου, ἀφίχθησαν χθὲς 50 περίπου νέοι πρόσφυγες ἐκ Ρωμυλίας, τοὺς ὁποίους παρέλαβεν ἡ ἐπιτροπὴ διὰ νὰ τοὺς ἐγκαταστήσῃ εἰς ἐπαρχιακὰς πόλεις. Τὸ ἀτμόπλοιον ἐναυλώθη διὰ τὴν μεταφορὰν καὶ ἄλλων οἰκογενειῶν, αἵτινες εὑρίσκονται ἤδη εἰς Βάρναν καὶ Πύργον.	[592, 1225, 824, 1336]
column-6	[1312, 62, 1544, 2225]
dateline: ΡΩΜΗ, 14 Νοεμβρίου.	[604, 507, 780, 521]
story-subhead: Ἡ χθεσινὴ καλλιτέρευσις — Ἀφίξεις εἰς Ἀθήνας καὶ τῶν ἐπαρχιῶν	[838, 890, 1058, 920]
story-text: Ἡ σύλληψις τῶν ἐγένετο ὡς ἑξῆς: Χθὲς τὴν πρωΐαν ἐκλάπη ἐκ τοῦ σταθμοῦ τοῦ τροχιοδρόμου πορτοφόλιον περιέχον 800 δραχ. Ὁ παθὼν κατήγγειλε τὴν κλοπὴν καὶ τὰ ὄργανα τῆς ἀστυνομίας εὗρον τοὺς δράστας εἰς καφενεῖον τῆς ὁδοῦ Ἀθηνᾶς.	[1072, 1379, 1304, 1463]
ad-agent: Γενικὸς Πράκτωρ Σ. Κ. ΚΩΣΤΗΣ	[137, 643, 319, 658]
ad-name: ἰατρὸς Μ. ΠΑΠΑΔΟΠΟΥΛΟΣ	[148, 1295, 308, 1310]
ad-text: Ἡ τακτικὴ χρῆσις τοῦ φαρμάκου σας ἡ Πραποπουλίνη ἀπέβαινεν ἀγαθὸς ἐπὶ τοῦ ἐπιληπτικοῦ ἀσθενοῦς, ὅστις δὲν ἐπαθεν ἔκτοτε οὐδεμίαν προσβολήν.	[359, 780, 567, 834]
